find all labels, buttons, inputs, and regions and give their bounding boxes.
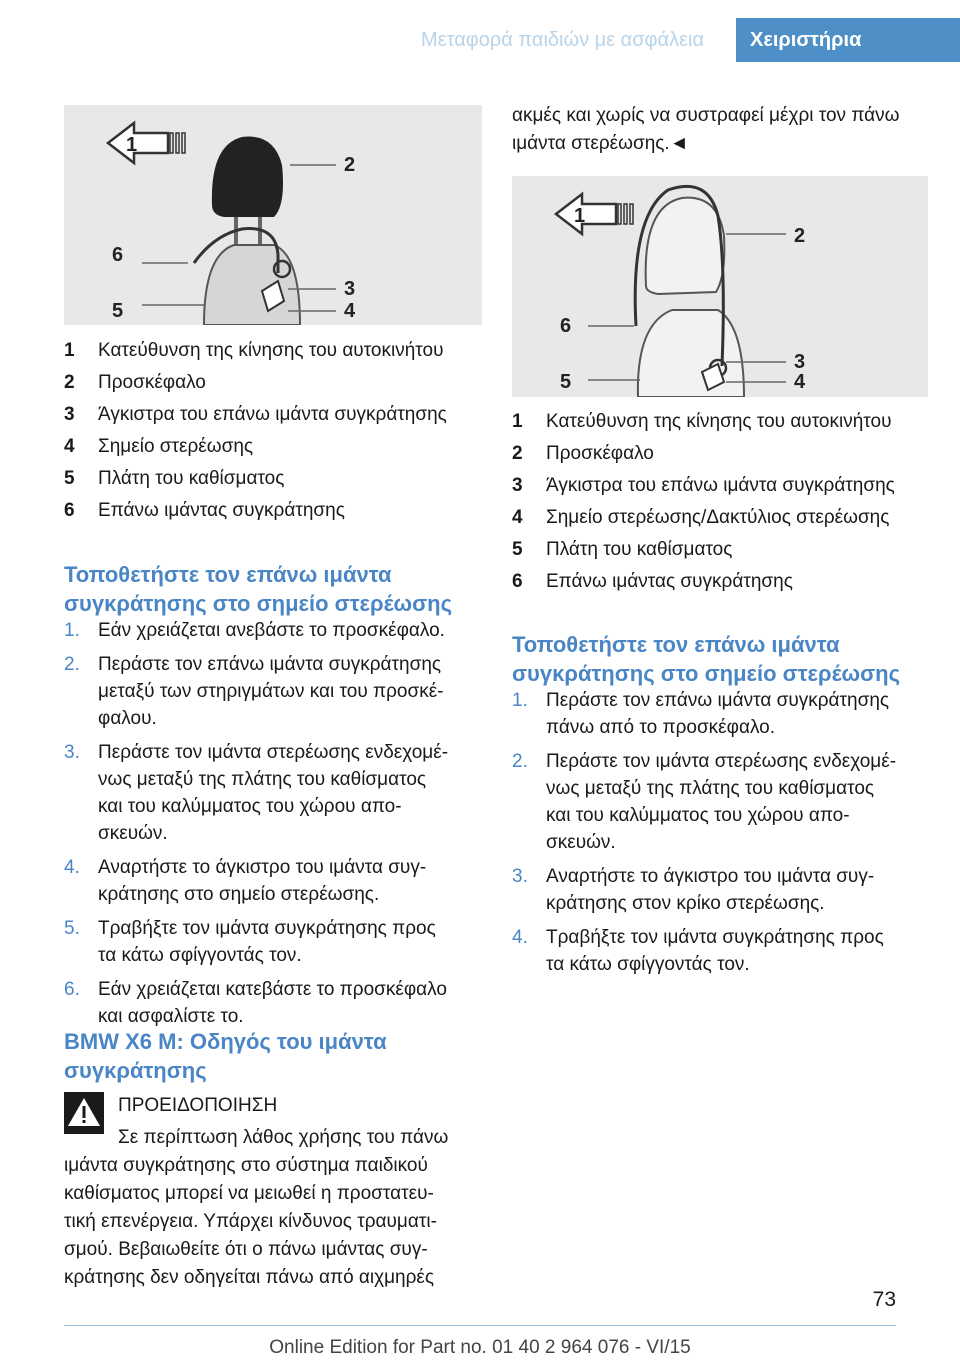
- legend-item: 6 Επάνω ιμάντας συγκράτησης: [64, 500, 345, 521]
- callout-4: 4: [794, 371, 806, 393]
- warning-title: ΠΡΟΕΙΔΟΠΟΙΗΣΗ: [118, 1095, 278, 1116]
- callout-3: 3: [794, 351, 806, 373]
- callout-2: 2: [794, 225, 806, 247]
- callout-2: 2: [344, 154, 356, 176]
- callout-6: 6: [112, 244, 124, 266]
- list-item: 4. Τραβήξτε τον ιμάντα συγκράτησης προς τα κάτω σφίγγοντάς τον.: [512, 927, 884, 975]
- chapter-tab: Χειριστήρια: [736, 18, 960, 62]
- legend-item: 3 Άγκιστρα του επάνω ιμάντα συγκράτησης: [512, 475, 895, 496]
- callout-6: 6: [560, 315, 572, 337]
- page-number: 73: [872, 1288, 896, 1311]
- callout-3: 3: [344, 278, 356, 300]
- section-heading: Τοποθετήστε τον επάνω ιμάντα συγκράτησης στο σημείο στερέωσης: [64, 562, 453, 616]
- callout-5: 5: [560, 371, 572, 393]
- list-item: 6. Εάν χρειάζεται κατεβάστε το προσκέφαλο και ασφαλίστε το.: [64, 979, 447, 1027]
- legend-item: 2 Προσκέφαλο: [64, 372, 206, 393]
- section-title: Μεταφορά παιδιών με ασφάλεια: [0, 18, 722, 62]
- list-item: 2. Περάστε τον ιμάντα στερέωσης ενδεχομέ‐ νως μεταξύ της πλάτης του καθίσματος και του καλύμματος του χώρου απο‐ σκευών.: [512, 751, 897, 853]
- list-item: 5. Τραβήξτε τον ιμάντα συγκράτησης προς τα κάτω σφίγγοντάς τον.: [64, 918, 436, 966]
- legend-item: 5 Πλάτη του καθίσματος: [512, 539, 733, 560]
- legend-item: 4 Σημείο στερέωσης: [64, 436, 254, 457]
- callout-4: 4: [344, 300, 356, 322]
- edition-footer: Online Edition for Part no. 01 40 2 964 076 - VI/15: [269, 1337, 691, 1358]
- continuation-text: ακμές και χωρίς να συστραφεί μέχρι τον πάνω ιμάντα στερέωσης.◄: [512, 105, 900, 154]
- right-legend: [512, 406, 932, 598]
- section-heading: BMW X6 M: Οδηγός του ιμάντα συγκράτησης: [64, 1029, 387, 1083]
- right-figure: [512, 176, 928, 397]
- warning-text: Σε περίπτωση λάθος χρήσης του πάνω ιμάντα συγκράτησης στο σύστημα παιδικού καθίσματος μπορεί να μειωθεί η προστατευ‐ τική επενέργεια. Υπάρχει κίνδυνος τραυματι‐ σμού. Βεβαιωθείτε ότι ο πάνω ιμάντας συγ‐ κράτησης δεν οδηγείται πάνω από αιχμηρές: [64, 1127, 449, 1288]
- list-item: 1. Περάστε τον επάνω ιμάντα συγκράτησης πάνω από το προσκέφαλο.: [512, 690, 890, 738]
- legend-item: 1 Κατεύθυνση της κίνησης του αυτοκινήτου: [64, 340, 444, 361]
- list-item: 1. Εάν χρειάζεται ανεβάστε το προσκέφαλο.: [64, 620, 445, 641]
- legend-item: 4 Σημείο στερέωσης/Δακτύλιος στερέωσης: [512, 507, 890, 528]
- list-item: 4. Αναρτήστε το άγκιστρο του ιμάντα συγ‐ κράτησης στο σημείο στερέωσης.: [64, 857, 427, 905]
- list-item: 3. Αναρτήστε το άγκιστρο του ιμάντα συγ‐ κράτησης στον κρίκο στερέωσης.: [512, 866, 875, 914]
- section-heading: Τοποθετήστε τον επάνω ιμάντα συγκράτησης στο σημείο στερέωσης: [512, 632, 901, 686]
- legend-item: 6 Επάνω ιμάντας συγκράτησης: [512, 571, 793, 592]
- callout-1: 1: [126, 134, 138, 156]
- left-steps: [64, 617, 482, 1037]
- page-header: [0, 0, 960, 62]
- left-legend: [64, 335, 482, 527]
- legend-item: 5 Πλάτη του καθίσματος: [64, 468, 285, 489]
- legend-item: 3 Άγκιστρα του επάνω ιμάντα συγκράτησης: [64, 404, 447, 425]
- legend-item: 2 Προσκέφαλο: [512, 443, 654, 464]
- list-item: 3. Περάστε τον ιμάντα στερέωσης ενδεχομέ‐ νως μεταξύ της πλάτης του καθίσματος και του καλύμματος του χώρου απο‐ σκευών.: [64, 742, 449, 844]
- callout-1: 1: [574, 205, 586, 227]
- left-figure: [64, 105, 482, 325]
- legend-item: 1 Κατεύθυνση της κίνησης του αυτοκινήτου: [512, 411, 892, 432]
- right-steps: [512, 687, 932, 985]
- list-item: 2. Περάστε τον επάνω ιμάντα συγκράτησης μεταξύ των στηριγμάτων και του προσκέ‐ φαλου.: [64, 654, 444, 729]
- callout-5: 5: [112, 300, 124, 322]
- footer-divider: [64, 1325, 896, 1326]
